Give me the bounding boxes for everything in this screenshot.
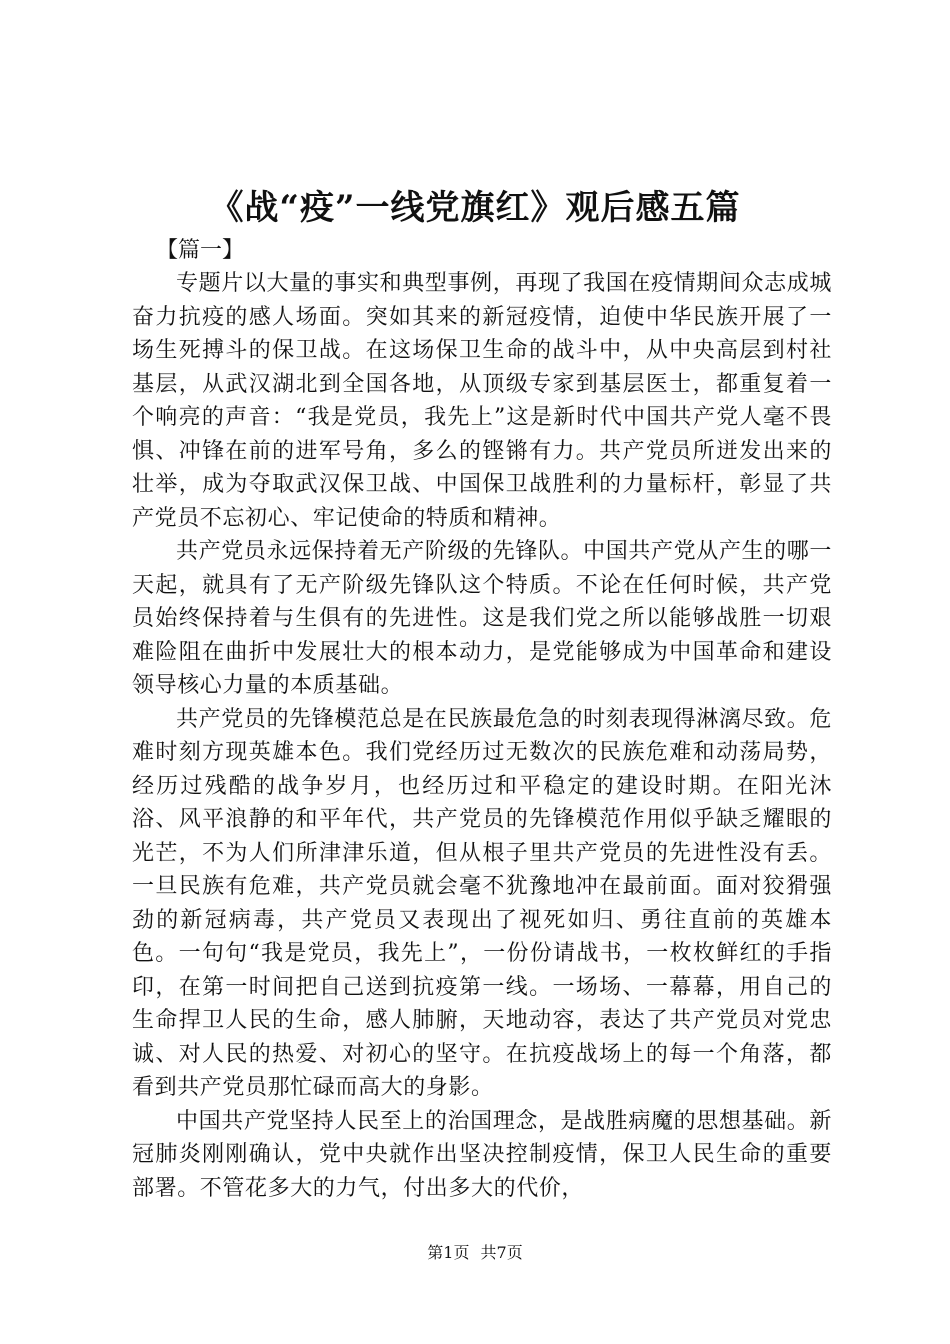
- page-total: 共7页: [480, 1243, 523, 1262]
- paragraph-2: 共产党员永远保持着无产阶级的先锋队。中国共产党从产生的哪一天起，就具有了无产阶级先锋队这个特质。不论在任何时候，共产党员始终保持着与生俱有的先进性。这是我们党之所以能够战胜一切艰难险阻在曲折中发展壮大的根本动力，是党能够成为中国革命和建设领导核心力量的本质基础。: [132, 539, 832, 698]
- paragraph-3: 共产党员的先锋模范总是在民族最危急的时刻表现得淋漓尽致。危难时刻方现英雄本色。我们党经历过无数次的民族危难和动荡局势，经历过残酷的战争岁月，也经历过和平稳定的建设时期。在阳光沐浴、风平浪静的和平年代，共产党员的先锋模范作用似乎缺乏耀眼的光芒，不为人们所津津乐道，但从根子里共产党员的先进性没有丢。一旦民族有危难，共产党员就会毫不犹豫地冲在最前面。面对狡猾强劲的新冠病毒，共产党员又表现出了视死如归、勇往直前的英雄本色。一句句“我是党员，我先上”，一份份请战书，一枚枚鲜红的手指印，在第一时间把自己送到抗疫第一线。一场场、一幕幕，用自己的生命捍卫人民的生命，感人肺腑，天地动容，表达了共产党员对党忠诚、对人民的热爱、对初心的坚守。在抗疫战场上的每一个角落，都看到共产党员那忙碌而高大的身影。: [132, 706, 832, 1100]
- document-body: [132, 234, 832, 1205]
- paragraph-4: 中国共产党坚持人民至上的治国理念，是战胜病魔的思想基础。新冠肺炎刚刚确认，党中央就作出坚决控制疫情，保卫人民生命的重要部署。不管花多大的力气，付出多大的代价，: [132, 1108, 832, 1201]
- page-number: 第1页: [427, 1243, 470, 1262]
- paragraph-1: 专题片以大量的事实和典型事例，再现了我国在疫情期间众志成城奋力抗疫的感人场面。突如其来的新冠疫情，迫使中华民族开展了一场生死搏斗的保卫战。在这场保卫生命的战斗中，从中央高层到村社基层，从武汉湖北到全国各地，从顶级专家到基层医士，都重复着一个响亮的声音：“我是党员，我先上”这是新时代中国共产党人毫不畏惧、冲锋在前的进军号角，多么的铿锵有力。共产党员所迸发出来的壮举，成为夺取武汉保卫战、中国保卫战胜利的力量标杆，彰显了共产党员不忘初心、牢记使命的特质和精神。: [132, 271, 832, 531]
- page-footer: [0, 1243, 950, 1263]
- section-label: 【篇一】: [156, 238, 245, 263]
- document-title: 《战“疫”一线党旗红》观后感五篇: [209, 188, 741, 228]
